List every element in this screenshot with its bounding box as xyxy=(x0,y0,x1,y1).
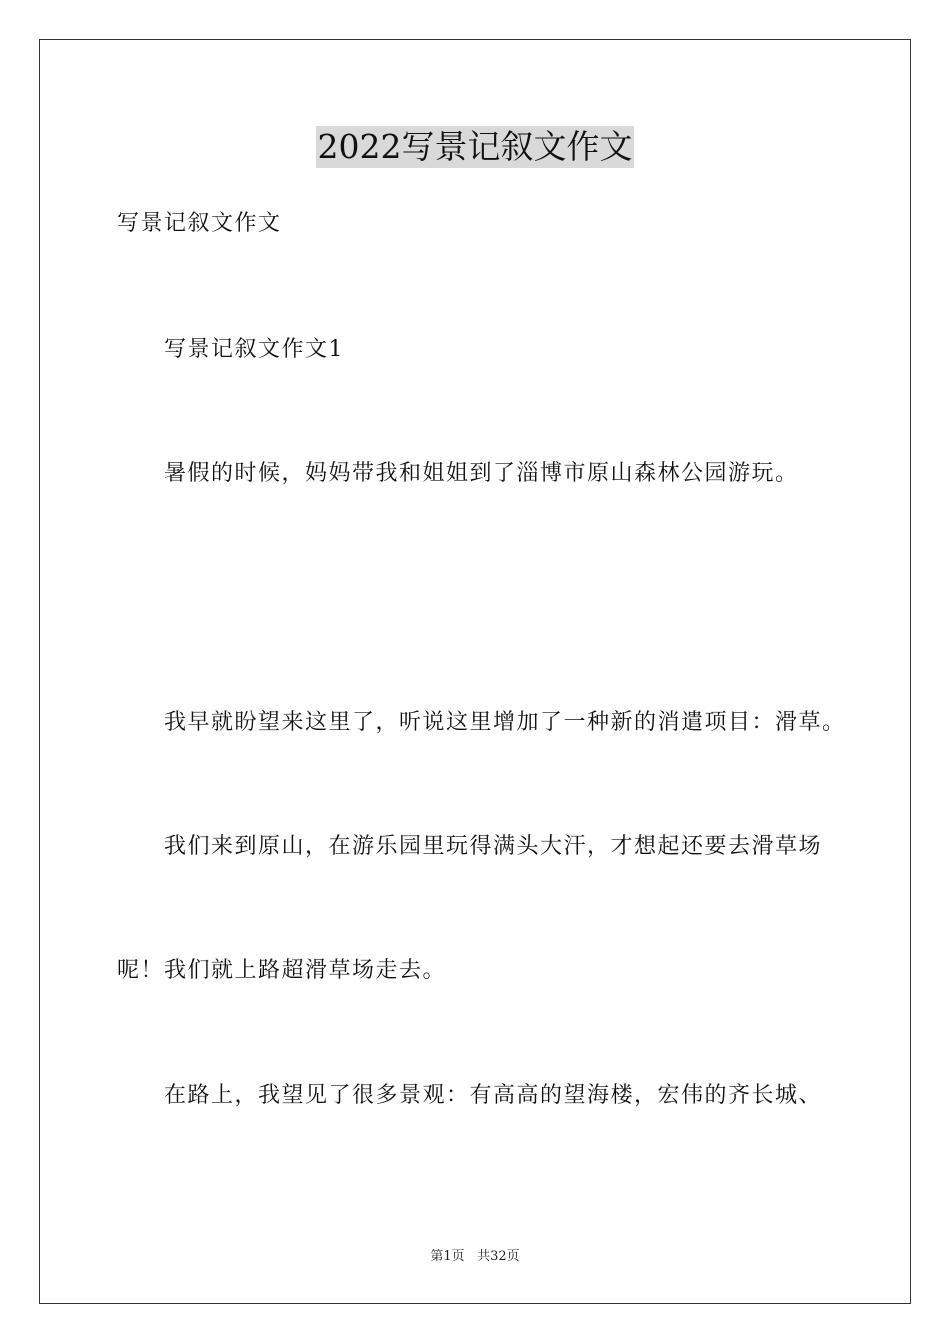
page-total: 共32页 xyxy=(477,1249,520,1264)
document-title: 2022写景记叙文作文 xyxy=(317,127,633,166)
document-subtitle: 写景记叙文作文 xyxy=(117,211,282,236)
paragraph-4: 在路上，我望见了很多景观：有高高的望海楼，宏伟的齐长城、 xyxy=(164,1083,823,1108)
paragraph-3-line-1: 我们来到原山，在游乐园里玩得满头大汗，才想起还要去滑草场 xyxy=(164,834,823,859)
page-footer xyxy=(0,1248,950,1266)
section-heading: 写景记叙文作文1 xyxy=(164,337,344,362)
page-number: 第1页 xyxy=(430,1249,465,1264)
title-container xyxy=(0,126,950,168)
paragraph-3-line-2: 呢！我们就上路超滑草场走去。 xyxy=(117,958,447,983)
paragraph-2: 我早就盼望来这里了，听说这里增加了一种新的消遣项目：滑草。 xyxy=(164,710,846,735)
paragraph-1: 暑假的时候，妈妈带我和姐姐到了淄博市原山森林公园游玩。 xyxy=(164,461,799,486)
